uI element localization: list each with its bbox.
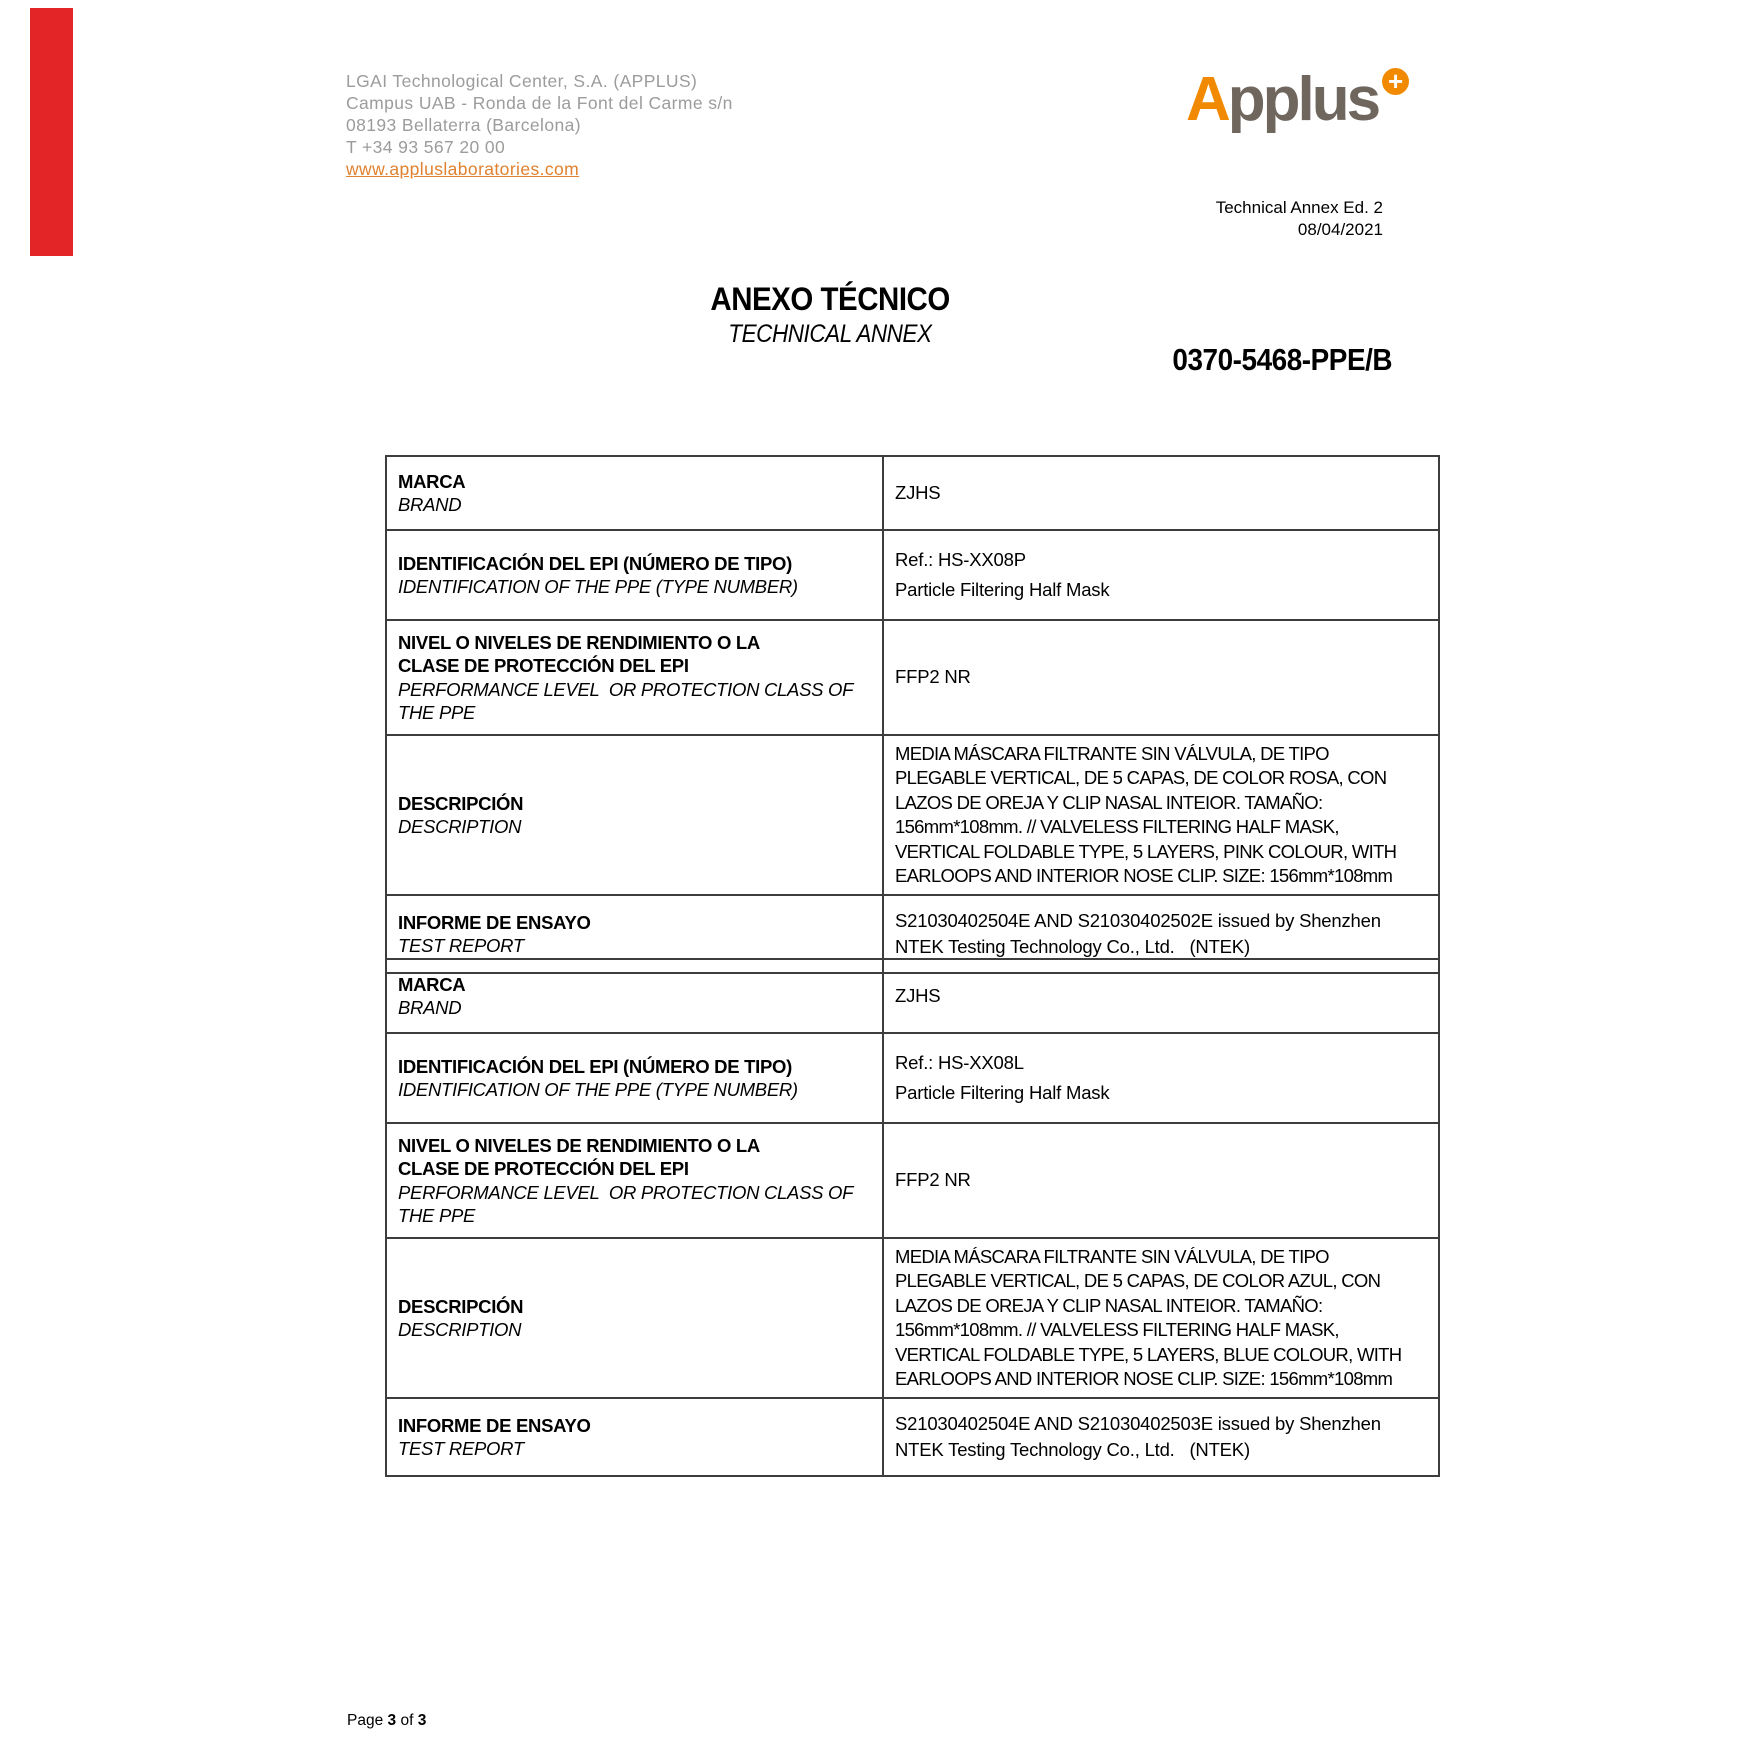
logo-wordmark: pplus <box>1227 65 1379 134</box>
row-value-cell <box>883 1398 1439 1476</box>
table-row <box>386 620 1439 735</box>
page-subtitle: TECHNICAL ANNEX <box>728 320 932 348</box>
row-value-cell <box>883 530 1439 620</box>
table-row <box>386 1238 1439 1398</box>
annex-date: 08/04/2021 <box>1297 220 1383 239</box>
page-title: ANEXO TÉCNICO <box>710 281 950 317</box>
row-label-es: MARCA <box>398 973 466 995</box>
row-value-cell <box>883 1238 1439 1398</box>
row-label-es: NIVEL O NIVELES DE RENDIMIENTO O LA CLASE DE PROTECCIÓN DEL EPI <box>398 631 760 676</box>
row-value: Ref.: HS-XX08P Particle Filtering Half Mask <box>895 548 1110 600</box>
row-label-es: INFORME DE ENSAYO <box>398 1414 591 1436</box>
page-label: Page <box>347 1712 384 1729</box>
row-label-cell <box>386 456 883 530</box>
doc-number: 0370-5468-PPE/B <box>1172 342 1392 377</box>
row-value: MEDIA MÁSCARA FILTRANTE SIN VÁLVULA, DE TIPO PLEGABLE VERTICAL, DE 5 CAPAS, DE COLOR AZUL, CON LAZOS DE OREJA Y CLIP NASAL INTEIOR. TAMAÑO: 156mm*108mm. // VALVELESS FILTERING HALF MASK, VERTICAL FOLDABLE TYPE, 5 LAYERS, BLUE COLOUR, WITH EARLOOPS AND INTERIOR NOSE CLIP. SIZE: 156mm*108mm <box>895 1245 1402 1389</box>
of-label: of <box>400 1712 414 1729</box>
row-label-en: TEST REPORT <box>398 935 524 956</box>
company-address <box>346 70 733 180</box>
table-row <box>386 959 1439 1033</box>
row-value: ZJHS <box>895 481 941 503</box>
row-label-en: DESCRIPTION <box>398 816 522 837</box>
row-label-es: IDENTIFICACIÓN DEL EPI (NÚMERO DE TIPO) <box>398 552 792 574</box>
row-label-en: PERFORMANCE LEVEL OR PROTECTION CLASS OF THE PPE <box>398 678 854 723</box>
row-label-en: IDENTIFICATION OF THE PPE (TYPE NUMBER) <box>398 576 798 597</box>
page-total: 3 <box>417 1712 427 1729</box>
plus-icon: + <box>1382 68 1409 95</box>
website-link[interactable]: www.appluslaboratories.com <box>346 159 580 179</box>
table-row <box>386 735 1439 895</box>
row-label-es: INFORME DE ENSAYO <box>398 911 591 933</box>
row-value: S21030402504E AND S21030402502E issued by Shenzhen NTEK Testing Technology Co., Ltd. (NTEK) <box>895 910 1381 957</box>
row-label-en: TEST REPORT <box>398 1438 524 1459</box>
row-label-cell <box>386 1123 883 1238</box>
table-row <box>386 1123 1439 1238</box>
row-value-cell <box>883 1033 1439 1123</box>
row-value: S21030402504E AND S21030402503E issued by Shenzhen NTEK Testing Technology Co., Ltd. (NTEK) <box>895 1413 1381 1460</box>
row-label-es: DESCRIPCIÓN <box>398 1295 524 1317</box>
address-lines: LGAI Technological Center, S.A. (APPLUS) Campus UAB - Ronda de la Font del Carme s/n 08193 Bellaterra (Barcelona) T +34 93 567 20 00 <box>346 71 733 157</box>
row-label-es: IDENTIFICACIÓN DEL EPI (NÚMERO DE TIPO) <box>398 1055 792 1077</box>
annex-meta <box>1216 197 1383 241</box>
product-table-1 <box>385 455 1440 974</box>
table-row <box>386 456 1439 530</box>
product-table-2 <box>385 958 1440 1477</box>
row-label-en: IDENTIFICATION OF THE PPE (TYPE NUMBER) <box>398 1079 798 1100</box>
row-value: ZJHS <box>895 984 941 1006</box>
row-value-cell <box>883 959 1439 1033</box>
title-block <box>385 281 1275 349</box>
table-row <box>386 1033 1439 1123</box>
row-label-es: NIVEL O NIVELES DE RENDIMIENTO O LA CLASE DE PROTECCIÓN DEL EPI <box>398 1134 760 1179</box>
page-footer <box>347 1712 426 1730</box>
row-label-es: MARCA <box>398 470 466 492</box>
row-label-en: BRAND <box>398 997 462 1018</box>
row-value: FFP2 NR <box>895 1169 971 1191</box>
table-row <box>386 530 1439 620</box>
row-label-cell <box>386 1033 883 1123</box>
red-margin-strip <box>30 8 73 256</box>
row-value: MEDIA MÁSCARA FILTRANTE SIN VÁLVULA, DE TIPO PLEGABLE VERTICAL, DE 5 CAPAS, DE COLOR ROSA, CON LAZOS DE OREJA Y CLIP NASAL INTEIOR. TAMAÑO: 156mm*108mm. // VALVELESS FILTERING HALF MASK, VERTICAL FOLDABLE TYPE, 5 LAYERS, PINK COLOUR, WITH EARLOOPS AND INTERIOR NOSE CLIP. SIZE: 156mm*108mm <box>895 742 1397 886</box>
row-value: Ref.: HS-XX08L Particle Filtering Half Mask <box>895 1051 1110 1103</box>
annex-edition: Technical Annex Ed. 2 <box>1215 198 1383 217</box>
row-label-cell <box>386 735 883 895</box>
row-value-cell <box>883 620 1439 735</box>
row-label-cell <box>386 1398 883 1476</box>
row-value: FFP2 NR <box>895 666 971 688</box>
logo-letter-a: A <box>1186 65 1228 134</box>
row-label-cell <box>386 620 883 735</box>
row-label-es: DESCRIPCIÓN <box>398 792 524 814</box>
row-label-en: BRAND <box>398 494 462 515</box>
table-row <box>386 1398 1439 1476</box>
row-label-en: DESCRIPTION <box>398 1319 522 1340</box>
applus-logo <box>1186 66 1409 134</box>
row-label-cell <box>386 530 883 620</box>
row-label-cell <box>386 959 883 1033</box>
row-value-cell <box>883 735 1439 895</box>
row-label-en: PERFORMANCE LEVEL OR PROTECTION CLASS OF THE PPE <box>398 1181 854 1226</box>
row-value-cell <box>883 456 1439 530</box>
page-number: 3 <box>387 1712 397 1729</box>
row-value-cell <box>883 1123 1439 1238</box>
row-label-cell <box>386 1238 883 1398</box>
